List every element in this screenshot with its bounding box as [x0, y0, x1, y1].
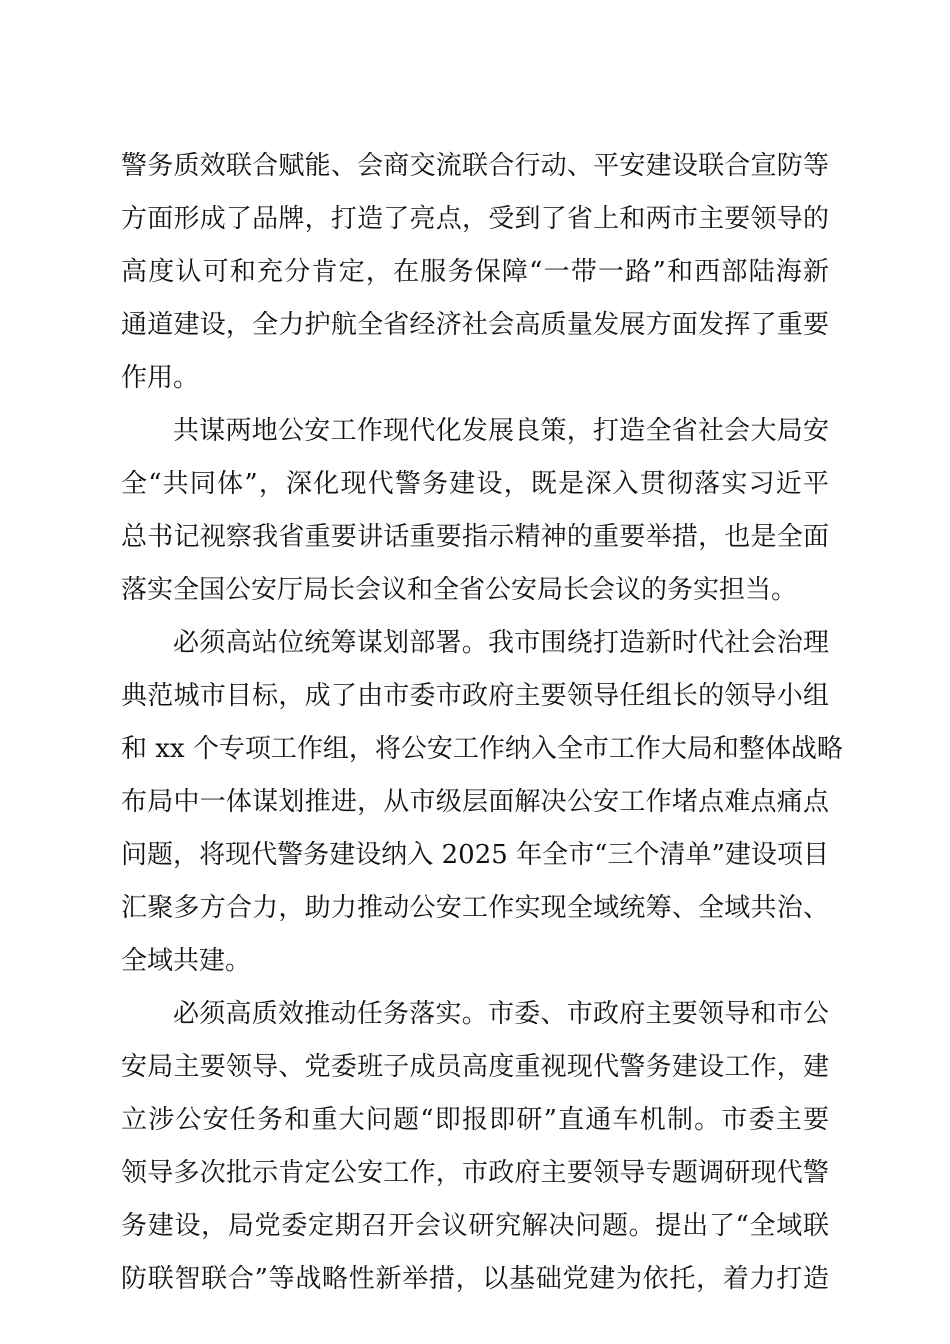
text-line: 问题，将现代警务建设纳入 2025 年全市“三个清单”建设项目 [121, 840, 829, 870]
text-line: 全域共建。 [121, 946, 252, 976]
text-line: 方面形成了品牌，打造了亮点，受到了省上和两市主要领导的 [121, 204, 829, 234]
text-line: 安局主要领导、党委班子成员高度重视现代警务建设工作，建 [121, 1052, 829, 1082]
text-line: 高度认可和充分肯定，在服务保障“一带一路”和西部陆海新 [121, 257, 829, 287]
text-line: 布局中一体谋划推进，从市级层面解决公安工作堵点难点痛点 [121, 787, 829, 817]
text-line: 警务质效联合赋能、会商交流联合行动、平安建设联合宣防等 [121, 151, 829, 181]
text-line: 作用。 [121, 363, 200, 393]
text-line: 总书记视察我省重要讲话重要指示精神的重要举措，也是全面 [121, 522, 829, 552]
text-line: 领导多次批示肯定公安工作，市政府主要领导专题调研现代警 [121, 1158, 829, 1188]
text-line: 汇聚多方合力，助力推动公安工作实现全域统筹、全域共治、 [121, 893, 829, 923]
text-line: 落实全国公安厅局长会议和全省公安局长会议的务实担当。 [121, 575, 798, 605]
text-line: 立涉公安任务和重大问题“即报即研”直通车机制。市委主要 [121, 1105, 829, 1135]
text-line: 和 xx 个专项工作组，将公安工作纳入全市工作大局和整体战略 [121, 734, 843, 764]
text-line: 务建设，局党委定期召开会议研究解决问题。提出了“全域联 [121, 1211, 829, 1241]
paragraph-first-line: 必须高质效推动任务落实。市委、市政府主要领导和市公 [173, 999, 829, 1029]
document-body [121, 140, 843, 1306]
paragraph-first-line: 必须高站位统筹谋划部署。我市围绕打造新时代社会治理 [173, 628, 829, 658]
text-line: 典范城市目标，成了由市委市政府主要领导任组长的领导小组 [121, 681, 829, 711]
text-line: 防联智联合”等战略性新举措，以基础党建为依托，着力打造 [121, 1264, 829, 1294]
text-line: 全“共同体”，深化现代警务建设，既是深入贯彻落实习近平 [121, 469, 829, 499]
text-line: 通道建设，全力护航全省经济社会高质量发展方面发挥了重要 [121, 310, 829, 340]
paragraph-first-line: 共谋两地公安工作现代化发展良策，打造全省社会大局安 [173, 416, 829, 446]
